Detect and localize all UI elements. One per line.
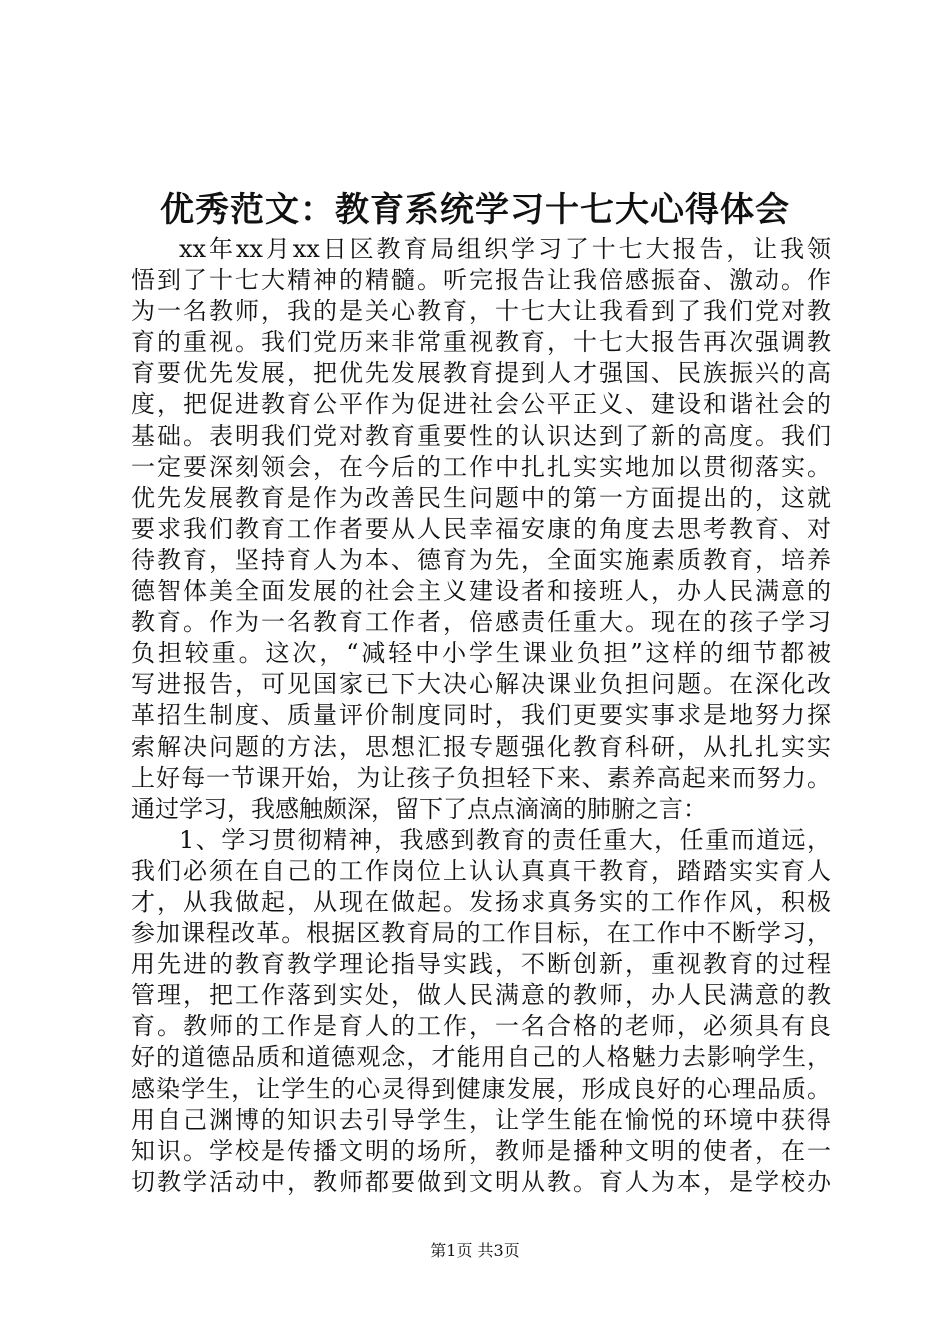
- paragraph-line: 为一名教师，我的是关心教育，十七大让我看到了我们党对教: [131, 297, 831, 326]
- paragraph-line: 通过学习，我感触颇深，留下了点点滴滴的肺腑之言：: [131, 794, 707, 823]
- paragraph-line: 优先发展教育是作为改善民生问题中的第一方面提出的，这就: [131, 483, 831, 512]
- paragraph-line: 度，把促进教育公平作为促进社会公平正义、建设和谐社会的: [131, 390, 831, 419]
- paragraph-line: 育。教师的工作是育人的工作，一名合格的老师，必须具有良: [131, 1012, 831, 1041]
- page-footer: 第1页 共3页: [430, 1241, 520, 1260]
- paragraph-line: 负担较重。这次，“减轻中小学生课业负担”这样的细节都被: [131, 639, 831, 668]
- paragraph-line: 基础。表明我们党对教育重要性的认识达到了新的高度。我们: [131, 421, 831, 450]
- paragraph-line: 用先进的教育教学理论指导实践，不断创新，重视教育的过程: [131, 950, 831, 979]
- paragraph-line: 参加课程改革。根据区教育局的工作目标，在工作中不断学习，: [131, 919, 831, 948]
- document-title: 优秀范文：教育系统学习十七大心得体会: [160, 190, 790, 230]
- paragraph-line: 用自己渊博的知识去引导学生，让学生能在愉悦的环境中获得: [131, 1105, 831, 1134]
- paragraph-line: 切教学活动中，教师都要做到文明从教。育人为本，是学校办: [131, 1167, 831, 1196]
- paragraph-line: 育的重视。我们党历来非常重视教育，十七大报告再次强调教: [131, 328, 831, 357]
- paragraph-line: 管理，把工作落到实处，做人民满意的教师，办人民满意的教: [131, 981, 831, 1010]
- paragraph-line: 索解决问题的方法，思想汇报专题强化教育科研，从扎扎实实: [131, 732, 831, 761]
- paragraph-line: 教育。作为一名教育工作者，倍感责任重大。现在的孩子学习: [131, 608, 831, 637]
- paragraph-line: 革招生制度、质量评价制度同时，我们更要实事求是地努力探: [131, 701, 831, 730]
- paragraph-line: 上好每一节课开始，为让孩子负担轻下来、素养高起来而努力。: [131, 763, 831, 792]
- paragraph-line: 知识。学校是传播文明的场所，教师是播种文明的使者，在一: [131, 1136, 831, 1165]
- paragraph-line: 1、学习贯彻精神，我感到教育的责任重大，任重而道远，: [179, 825, 831, 854]
- paragraph-line: 才，从我做起，从现在做起。发扬求真务实的工作作风，积极: [131, 887, 831, 916]
- paragraph-line: 感染学生，让学生的心灵得到健康发展，形成良好的心理品质。: [131, 1074, 831, 1103]
- paragraph-line: 好的道德品质和道德观念，才能用自己的人格魅力去影响学生，: [131, 1043, 831, 1072]
- paragraph-line: 写进报告，可见国家已下大决心解决课业负担问题。在深化改: [131, 670, 831, 699]
- paragraph-line: 待教育，坚持育人为本、德育为先，全面实施素质教育，培养: [131, 545, 831, 574]
- paragraph-line: 育要优先发展，把优先发展教育提到人才强国、民族振兴的高: [131, 359, 831, 388]
- paragraph-line: xx年xx月xx日区教育局组织学习了十七大报告，让我领: [179, 235, 831, 263]
- paragraph-line: 德智体美全面发展的社会主义建设者和接班人，办人民满意的: [131, 577, 831, 606]
- document-body: [131, 234, 831, 1198]
- paragraph-line: 我们必须在自己的工作岗位上认认真真干教育，踏踏实实育人: [131, 856, 831, 885]
- paragraph-line: 要求我们教育工作者要从人民幸福安康的角度去思考教育、对: [131, 514, 831, 543]
- paragraph-line: 一定要深刻领会，在今后的工作中扎扎实实地加以贯彻落实。: [131, 452, 831, 481]
- paragraph-line: 悟到了十七大精神的精髓。听完报告让我倍感振奋、激动。作: [131, 266, 831, 295]
